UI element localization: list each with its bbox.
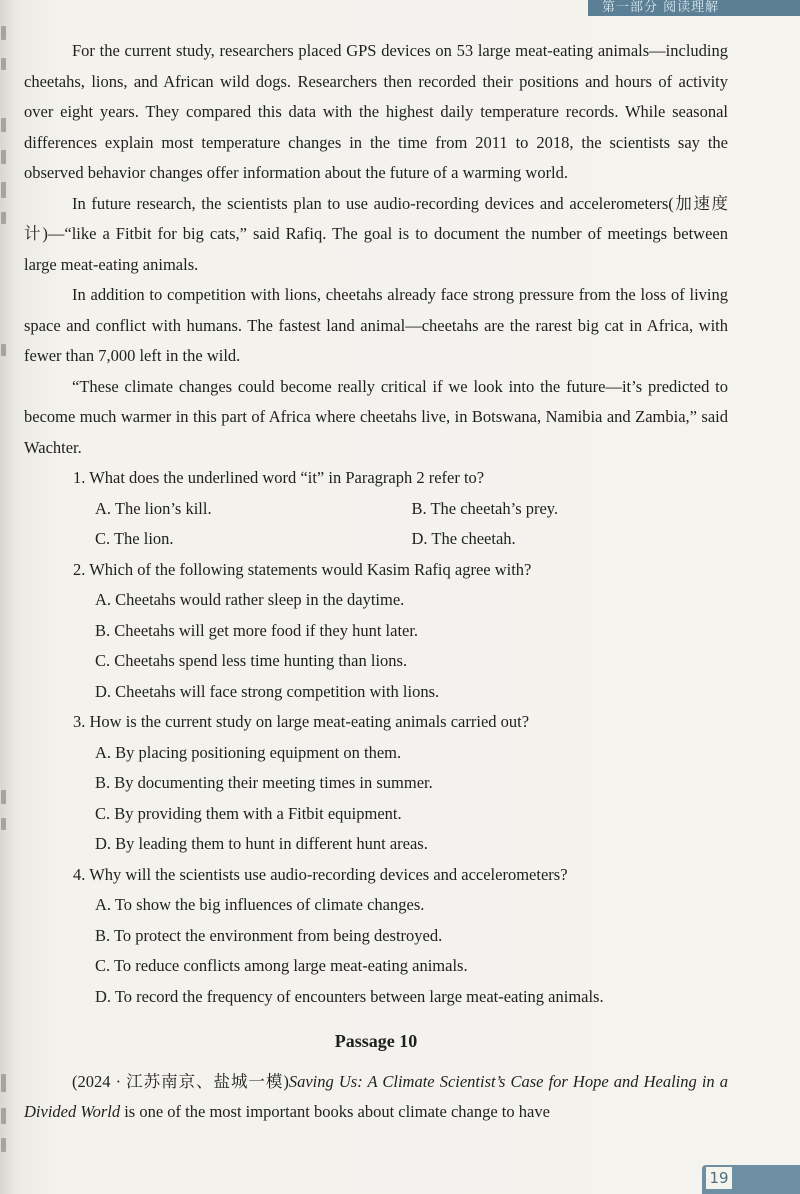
answer-options	[24, 494, 728, 555]
margin-mark	[1, 58, 6, 70]
answer-option: A. To show the big influences of climate changes.	[95, 895, 425, 914]
passage-intro-text: is one of the most important books about climate change to have	[120, 1102, 550, 1121]
binding-margin	[0, 0, 14, 1194]
answer-option: D. To record the frequency of encounters between large meat-eating animals.	[95, 986, 604, 1006]
book-title: Saving Us: A Climate Scientist’s Case for Hope and Healing in a Divided World	[24, 1071, 729, 1121]
answer-option: B. To protect the environment from being destroyed.	[95, 925, 443, 945]
answer-option: D. Cheetahs will face strong competition with lions.	[95, 681, 440, 701]
question-3	[24, 707, 728, 860]
source-citation: (2024 · 江苏南京、盐城一模)	[72, 1071, 289, 1091]
answer-option: A. By placing positioning equipment on them.	[95, 742, 402, 762]
margin-mark	[1, 790, 6, 804]
margin-mark	[1, 818, 6, 830]
margin-mark	[1, 1074, 6, 1092]
answer-options	[24, 890, 728, 1012]
section-header-text: 第一部分 阅读理解	[602, 0, 720, 15]
margin-mark	[1, 118, 6, 132]
paragraph: For the current study, researchers placed GPS devices on 53 large meat-eating animals—including cheetahs, lions, and African wild dogs. Researchers then recorded their positions and hours of activity over eight years. They compared this data with the highest daily temperature records. While seasonal differences explain most temperature changes in the time from 2011 to 2018, the scientists say the observed behavior changes offer information about the future of a warming world.	[24, 41, 728, 182]
answer-option: B. The cheetah’s prey.	[411, 498, 559, 518]
paragraph: In future research, the scientists plan to use audio-recording devices and accelerometers(加速度计)—“like a Fitbit for big cats,” said Rafiq. The goal is to document the number of meetings between large meat-eating animals.	[24, 193, 728, 274]
answer-options	[24, 585, 728, 707]
paragraph: “These climate changes could become really critical if we look into the future—it’s predicted to become much warmer in this part of Africa where cheetahs live, in Botswana, Namibia and Zambia,” said Wachter.	[24, 376, 728, 457]
margin-mark	[1, 1108, 6, 1124]
answer-option: B. Cheetahs will get more food if they hunt later.	[95, 620, 419, 640]
margin-mark	[1, 26, 6, 40]
answer-option: A. Cheetahs would rather sleep in the daytime.	[95, 590, 405, 609]
answer-option: D. The cheetah.	[411, 529, 516, 548]
answer-option: A. The lion’s kill.	[95, 498, 212, 518]
margin-mark	[1, 150, 6, 164]
answer-option: D. By leading them to hunt in different hunt areas.	[95, 834, 428, 853]
margin-mark	[1, 1138, 6, 1152]
section-header-band	[588, 0, 800, 16]
question-stem: 1. What does the underlined word “it” in Paragraph 2 refer to?	[73, 468, 485, 487]
answer-options	[24, 738, 728, 860]
answer-option: B. By documenting their meeting times in summer.	[95, 773, 433, 792]
question-1	[24, 463, 728, 555]
page-number: 19	[706, 1167, 732, 1189]
question-stem: 2. Which of the following statements would Kasim Rafiq agree with?	[73, 559, 532, 579]
passage-title: Passage 10	[334, 1031, 418, 1051]
answer-option: C. Cheetahs spend less time hunting than lions.	[95, 651, 408, 670]
question-2	[24, 555, 728, 708]
paragraph: In addition to competition with lions, cheetahs already face strong pressure from the loss of living space and conflict with humans. The fastest land animal—cheetahs are the rarest big cat in Africa, with fewer than 7,000 left in the wild.	[24, 285, 728, 365]
margin-mark	[1, 212, 6, 224]
answer-option: C. The lion.	[95, 529, 174, 548]
answer-option: C. To reduce conflicts among large meat-eating animals.	[95, 956, 468, 975]
page-content	[24, 36, 728, 1128]
answer-option: C. By providing them with a Fitbit equipment.	[95, 803, 402, 823]
margin-mark	[1, 344, 6, 356]
question-4	[24, 860, 728, 1013]
question-stem: 3. How is the current study on large meat-eating animals carried out?	[73, 712, 530, 731]
question-stem: 4. Why will the scientists use audio-recording devices and accelerometers?	[73, 864, 568, 884]
page-number-tab	[702, 1165, 800, 1194]
passage-intro	[24, 1067, 728, 1128]
margin-mark	[1, 182, 6, 198]
